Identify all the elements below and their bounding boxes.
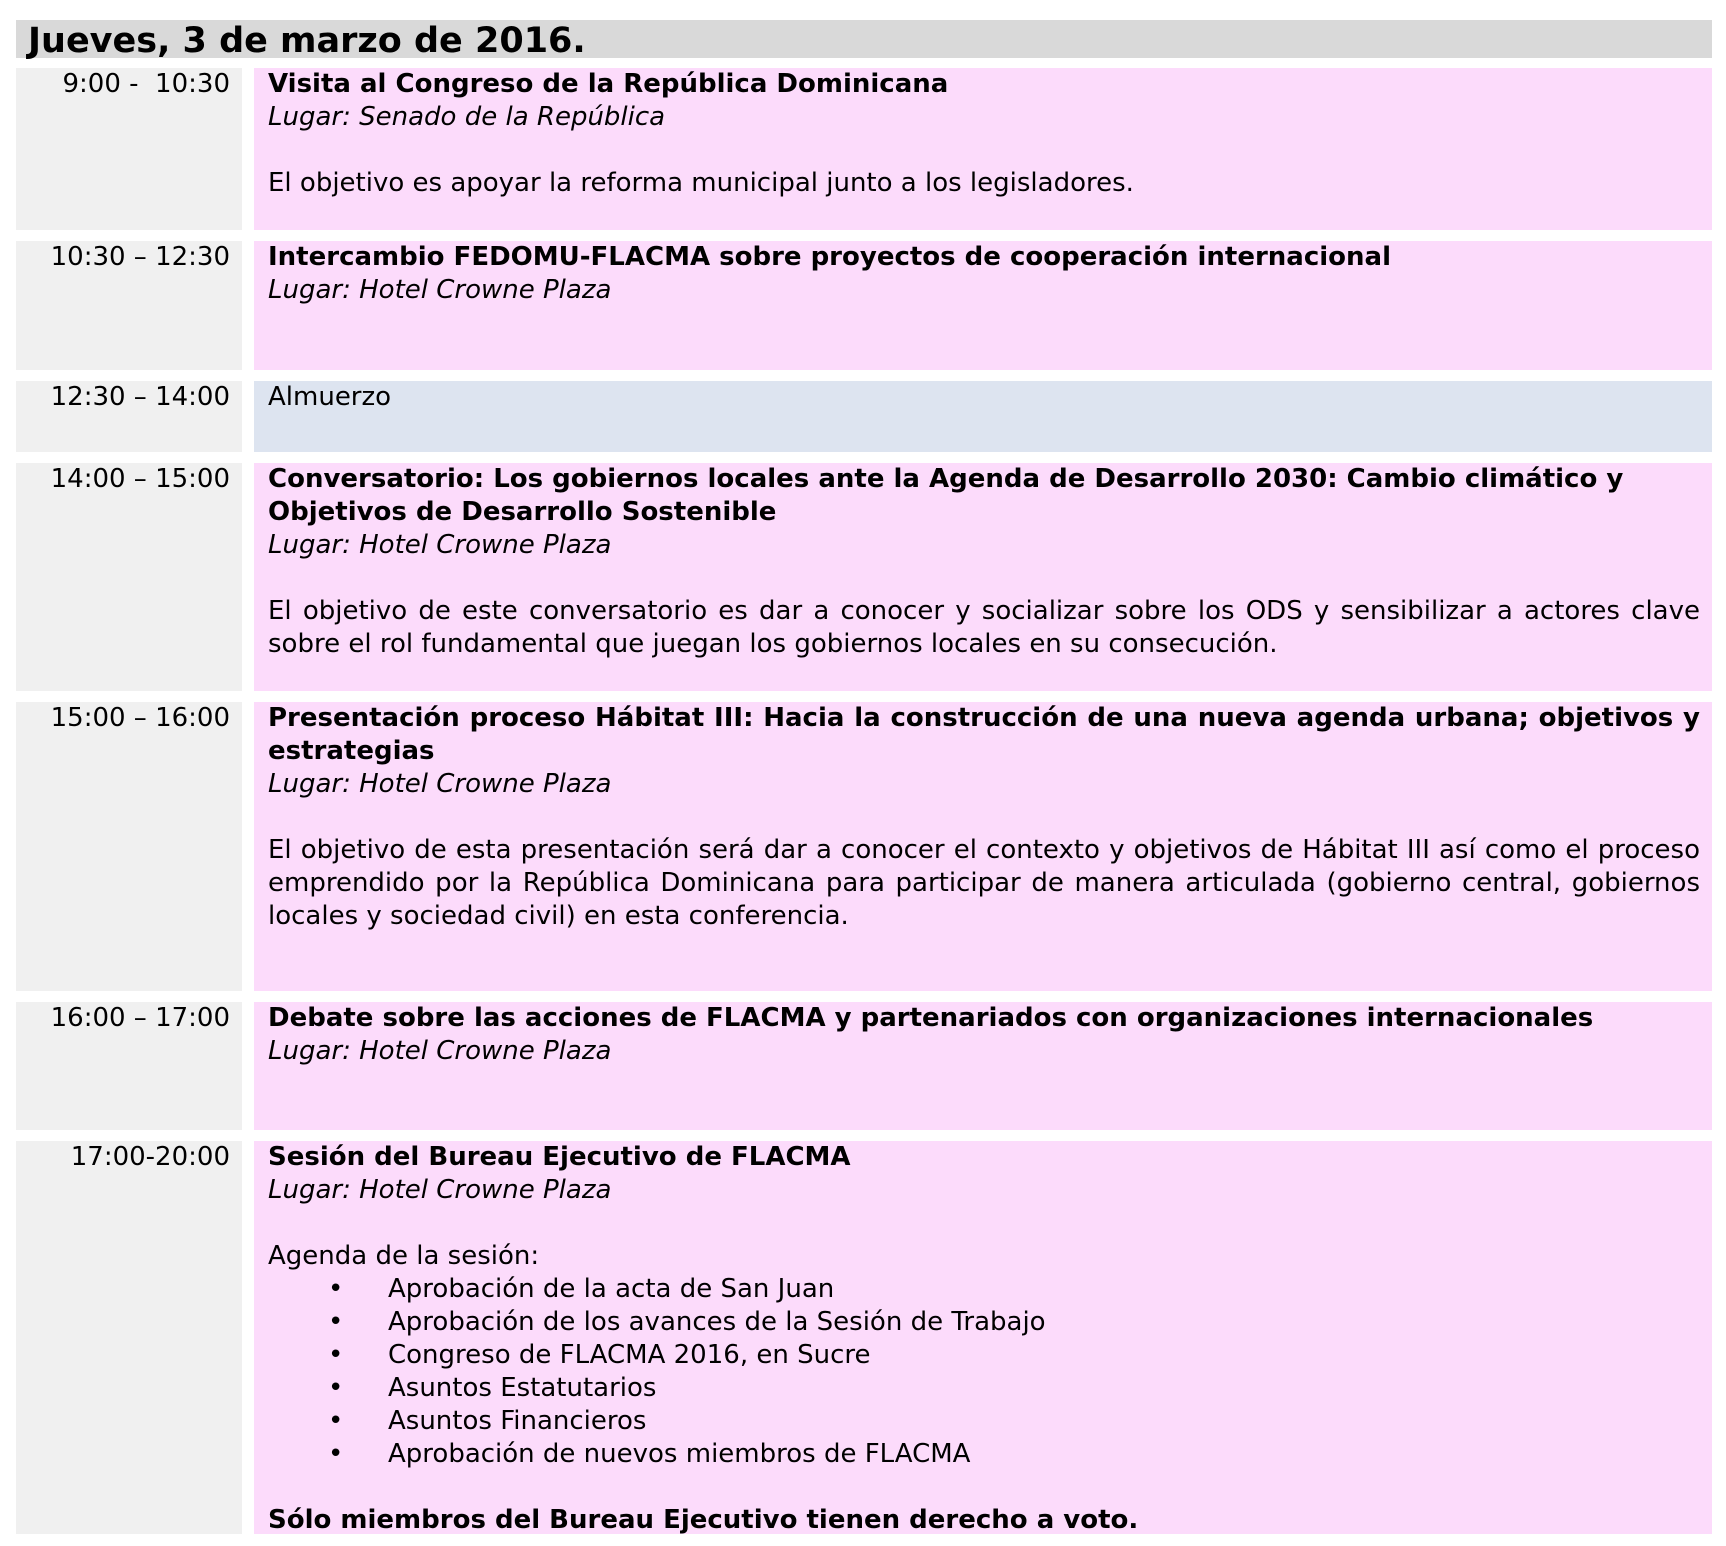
event-details <box>254 381 1712 452</box>
event-details <box>254 463 1712 691</box>
agenda-list <box>268 1273 1700 1471</box>
agenda-heading: Agenda de la sesión: <box>268 1241 540 1271</box>
time-slot: 16:00 – 17:00 <box>16 1002 242 1130</box>
agenda-item-text: Congreso de FLACMA 2016, en Sucre <box>388 1340 871 1370</box>
schedule-row <box>16 381 1712 452</box>
event-details <box>254 1141 1712 1534</box>
bullet-icon: • <box>328 1274 344 1304</box>
event-venue: Lugar: Hotel Crowne Plaza <box>268 1036 612 1066</box>
schedule-row <box>16 702 1712 991</box>
time-slot: 9:00 - 10:30 <box>16 68 242 230</box>
agenda-item-text: Asuntos Financieros <box>388 1406 647 1436</box>
event-description: El objetivo de este conversatorio es dar a conocer y socializar sobre los ODS y sensibilizar a actores clave sobre el rol fundamental que juegan los gobiernos locales en su consecución. <box>268 596 1700 659</box>
agenda-item-text: Aprobación de los avances de la Sesión de Trabajo <box>388 1307 1046 1337</box>
event-description: El objetivo es apoyar la reforma municipal junto a los legisladores. <box>268 168 1134 198</box>
time-slot: 17:00-20:00 <box>16 1141 242 1534</box>
event-venue: Lugar: Senado de la República <box>268 102 666 132</box>
event-details <box>254 1002 1712 1130</box>
event-title: Intercambio FEDOMU-FLACMA sobre proyectos de cooperación internacional <box>268 242 1391 272</box>
agenda-item <box>268 1273 1700 1306</box>
agenda-item-text: Asuntos Estatutarios <box>388 1373 657 1403</box>
event-details <box>254 702 1712 991</box>
event-title: Visita al Congreso de la República Dominicana <box>268 69 949 99</box>
bullet-icon: • <box>328 1406 344 1436</box>
agenda-item <box>268 1339 1700 1372</box>
schedule-row <box>16 68 1712 230</box>
event-details <box>254 241 1712 370</box>
agenda-item <box>268 1372 1700 1405</box>
event-venue: Lugar: Hotel Crowne Plaza <box>268 275 612 305</box>
voting-note: Sólo miembros del Bureau Ejecutivo tienen derecho a voto. <box>268 1505 1139 1535</box>
event-title: Debate sobre las acciones de FLACMA y partenariados con organizaciones internacionales <box>268 1003 1594 1033</box>
schedule-row <box>16 1002 1712 1130</box>
bullet-icon: • <box>328 1340 344 1370</box>
event-title: Sesión del Bureau Ejecutivo de FLACMA <box>268 1142 851 1172</box>
agenda-item <box>268 1306 1700 1339</box>
time-slot: 15:00 – 16:00 <box>16 702 242 991</box>
schedule-row <box>16 241 1712 370</box>
bullet-icon: • <box>328 1307 344 1337</box>
event-venue: Lugar: Hotel Crowne Plaza <box>268 1175 612 1205</box>
bullet-icon: • <box>328 1439 344 1469</box>
event-venue: Lugar: Hotel Crowne Plaza <box>268 530 612 560</box>
event-title: Almuerzo <box>268 382 392 412</box>
event-title: Presentación proceso Hábitat III: Hacia la construcción de una nueva agenda urbana; objetivos y estrategias <box>268 703 1700 766</box>
time-slot: 10:30 – 12:30 <box>16 241 242 370</box>
bullet-icon: • <box>328 1373 344 1403</box>
day-heading: Jueves, 3 de marzo de 2016. <box>16 20 1712 58</box>
schedule-row <box>16 463 1712 691</box>
event-description: El objetivo de esta presentación será dar a conocer el contexto y objetivos de Hábitat III así como el proceso emprendido por la República Dominicana para participar de manera articulada (gobierno central, gobiernos locales y sociedad civil) en esta conferencia. <box>268 835 1700 931</box>
event-details <box>254 68 1712 230</box>
event-title: Conversatorio: Los gobiernos locales ante la Agenda de Desarrollo 2030: Cambio climático y Objetivos de Desarrollo Sostenible <box>268 464 1624 527</box>
agenda-item <box>268 1438 1700 1471</box>
time-slot: 14:00 – 15:00 <box>16 463 242 691</box>
time-slot: 12:30 – 14:00 <box>16 381 242 452</box>
agenda-item <box>268 1405 1700 1438</box>
agenda-item-text: Aprobación de nuevos miembros de FLACMA <box>388 1439 971 1469</box>
agenda-item-text: Aprobación de la acta de San Juan <box>388 1274 835 1304</box>
event-venue: Lugar: Hotel Crowne Plaza <box>268 769 612 799</box>
schedule-row <box>16 1141 1712 1534</box>
